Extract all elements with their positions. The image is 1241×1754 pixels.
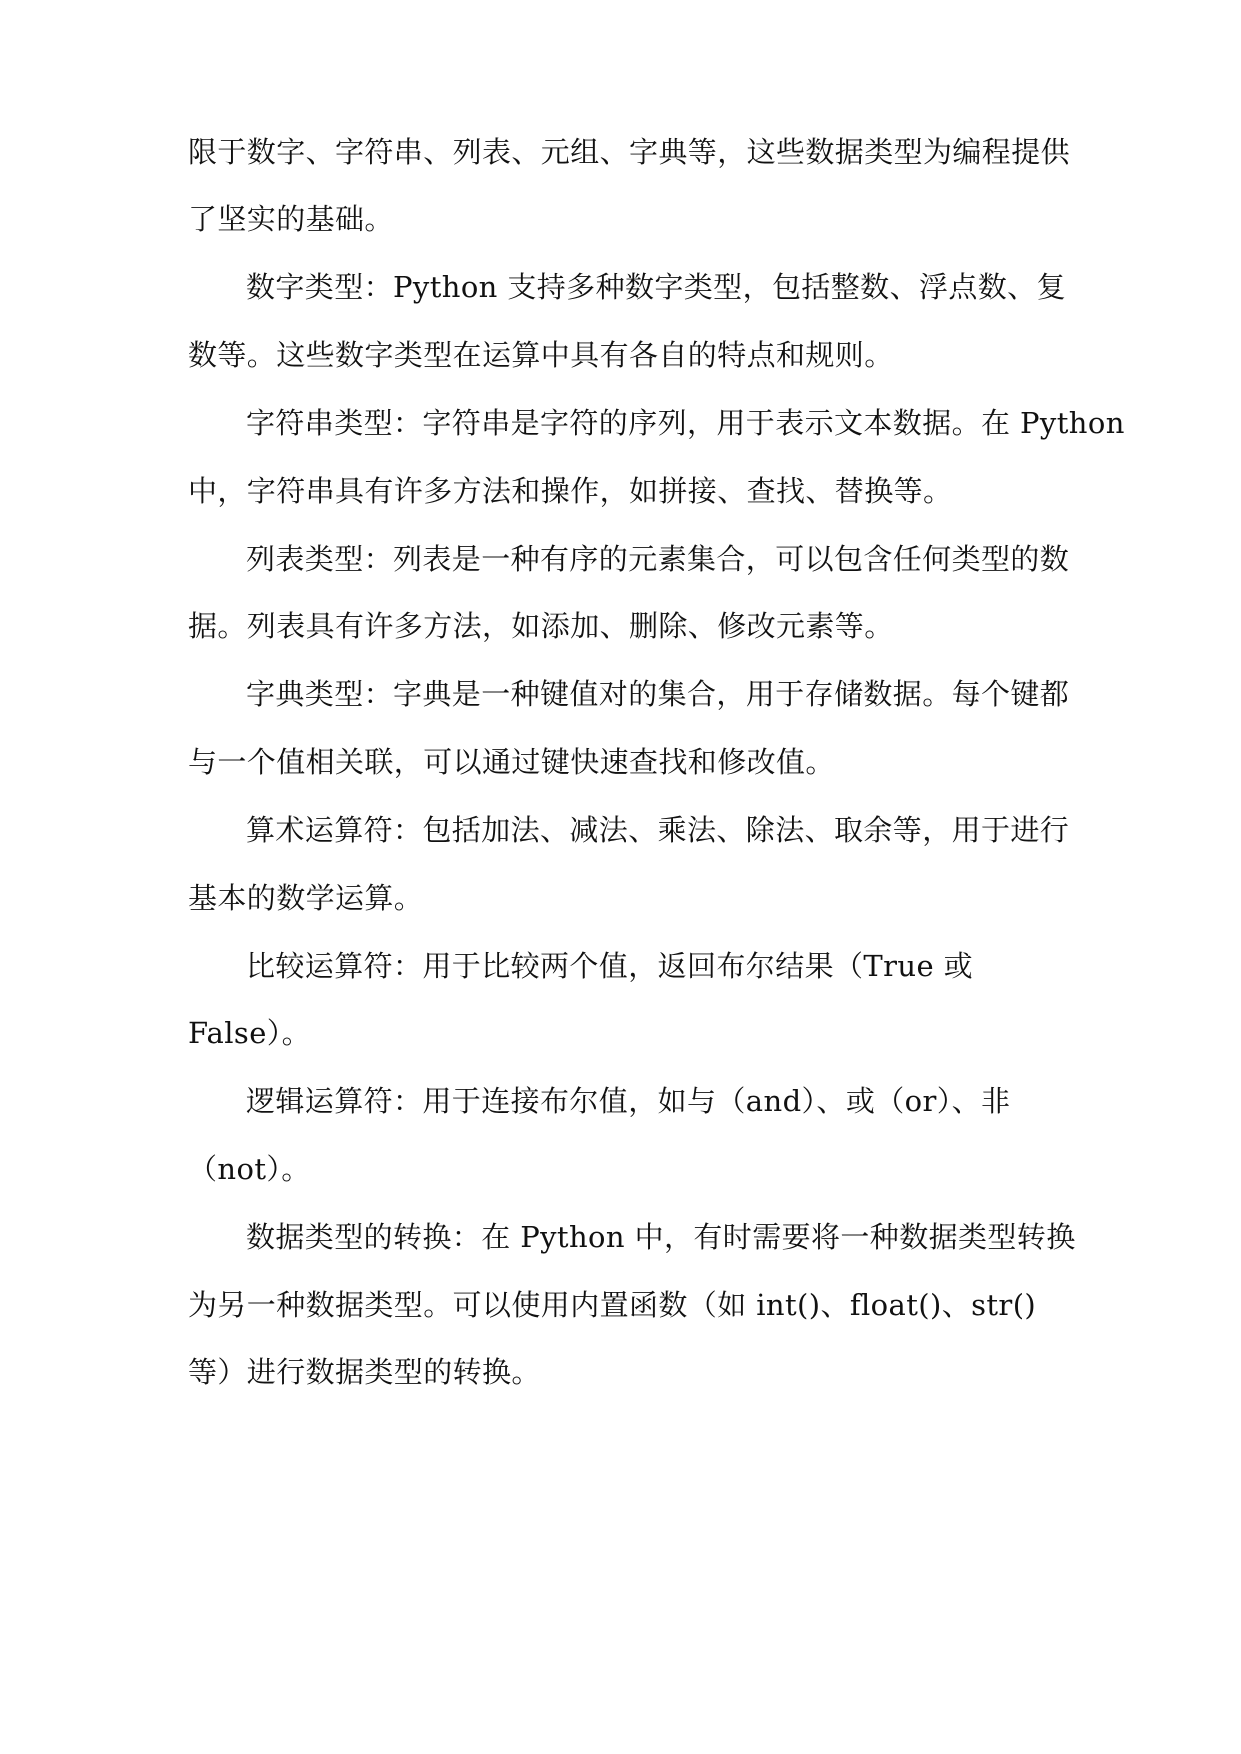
comparison-operators-line-1: 比较运算符：用于比较两个值，返回布尔结果（True 或 <box>246 949 974 983</box>
type-conversion-line-2: 为另一种数据类型。可以使用内置函数（如 int()、float()、str() <box>188 1288 1037 1322</box>
numeric-types-line-1: 数字类型：Python 支持多种数字类型，包括整数、浮点数、复 <box>246 270 1066 304</box>
list-types-line-2: 据。列表具有许多方法，如添加、删除、修改元素等。 <box>188 609 894 643</box>
logical-operators-line-2: （not）。 <box>188 1152 311 1186</box>
arithmetic-operators-line-2: 基本的数学运算。 <box>188 881 424 915</box>
logical-operators-line-1: 逻辑运算符：用于连接布尔值，如与（and）、或（or）、非 <box>246 1084 1011 1118</box>
string-types-line-1: 字符串类型：字符串是字符的序列，用于表示文本数据。在 Python <box>246 406 1125 440</box>
string-types-line-2: 中，字符串具有许多方法和操作，如拼接、查找、替换等。 <box>188 474 953 508</box>
numeric-types-line-2: 数等。这些数字类型在运算中具有各自的特点和规则。 <box>188 338 894 372</box>
comparison-operators-line-2: False）。 <box>188 1016 312 1050</box>
dict-types-line-1: 字典类型：字典是一种键值对的集合，用于存储数据。每个键都 <box>246 677 1070 711</box>
type-conversion-line-1: 数据类型的转换：在 Python 中，有时需要将一种数据类型转换 <box>246 1220 1076 1254</box>
paragraph-continuation-line-1: 限于数字、字符串、列表、元组、字典等，这些数据类型为编程提供 <box>188 135 1071 169</box>
list-types-line-1: 列表类型：列表是一种有序的元素集合，可以包含任何类型的数 <box>246 542 1070 576</box>
paragraph-continuation-line-2: 了坚实的基础。 <box>188 202 394 236</box>
type-conversion-line-3: 等）进行数据类型的转换。 <box>188 1355 541 1389</box>
dict-types-line-2: 与一个值相关联，可以通过键快速查找和修改值。 <box>188 745 835 779</box>
arithmetic-operators-line-1: 算术运算符：包括加法、减法、乘法、除法、取余等，用于进行 <box>246 813 1070 847</box>
